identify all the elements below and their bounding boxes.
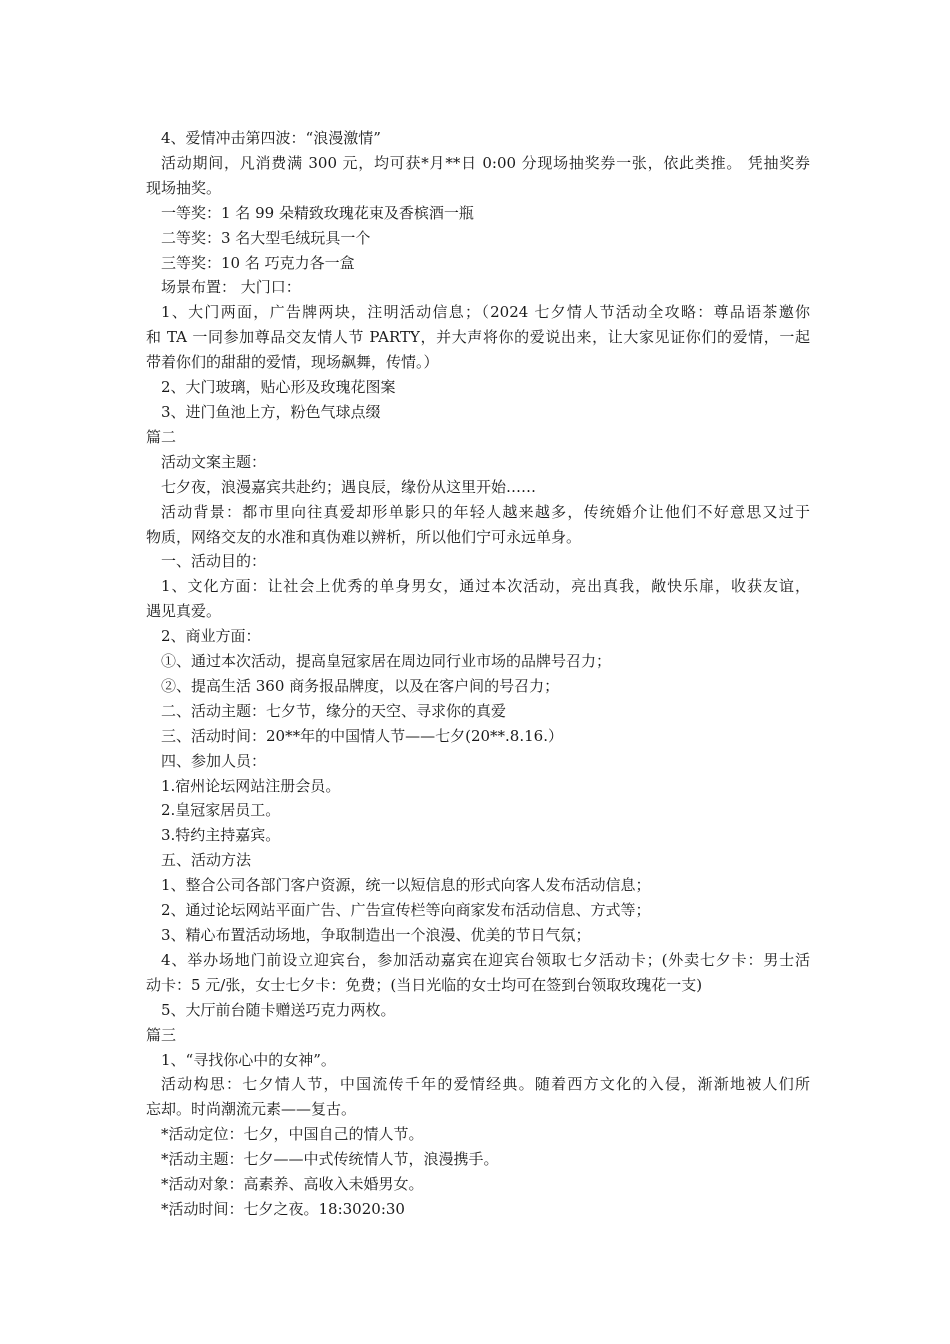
- text-line: *活动定位：七夕，中国自己的情人节。: [161, 1125, 424, 1144]
- text-line: 3、进门鱼池上方，粉色气球点缀: [161, 402, 381, 421]
- text-line: 遇见真爱。: [146, 602, 222, 621]
- text-line: ①、通过本次活动，提高皇冠家居在周边同行业市场的品牌号召力；: [161, 652, 612, 671]
- text-line: 活动背景：都市里向往真爱却形单影只的年轻人越来越多，传统婚介让他们不好意思又过于: [161, 502, 810, 521]
- text-line: 七夕夜，浪漫嘉宾共赴约；遇良辰，缘份从这里开始……: [161, 477, 537, 496]
- text-line: 场景布置： 大门口：: [161, 278, 301, 297]
- text-line: *活动主题：七夕——中式传统情人节，浪漫携手。: [161, 1150, 499, 1169]
- text-line: 活动期间，凡消费满 300 元，均可获*月**日 0:00 分现场抽奖券一张，依此类推。 凭抽奖券: [161, 153, 810, 172]
- text-line: 五、活动方法: [161, 851, 252, 870]
- document-page: [146, 126, 810, 1222]
- text-line: 1、文化方面：让社会上优秀的单身男女，通过本次活动，亮出真我，敞快乐扉，收获友谊，: [161, 577, 810, 596]
- text-line: 现场抽奖。: [146, 178, 222, 197]
- text-line: 2、通过论坛网站平面广告、广告宣传栏等向商家发布活动信息、方式等；: [161, 901, 651, 920]
- text-line: *活动时间：七夕之夜。18:3020:30: [161, 1199, 405, 1218]
- text-line: 1、“寻找你心中的女神”。: [161, 1050, 336, 1069]
- text-line: 5、大厅前台随卡赠送巧克力两枚。: [161, 1000, 396, 1019]
- text-line: 一等奖：1 名 99 朵精致玫瑰花束及香槟酒一瓶: [161, 203, 474, 222]
- text-line: 3.特约主持嘉宾。: [161, 826, 281, 845]
- text-line: 篇二: [146, 427, 177, 446]
- text-line: 2.皇冠家居员工。: [161, 801, 281, 820]
- text-line: 动卡：5 元/张，女士七夕卡：免费；(当日光临的女士均可在签到台领取玫瑰花一支): [146, 975, 703, 994]
- text-line: 1.宿州论坛网站注册会员。: [161, 776, 341, 795]
- text-line: 三等奖：10 名 巧克力各一盒: [161, 253, 355, 272]
- text-line: 和 TA 一同参加尊品交友情人节 PARTY，并大声将你的爱说出来，让大家见证你们的爱情，一起: [146, 328, 810, 347]
- text-line: 2、商业方面：: [161, 627, 261, 646]
- text-line: 物质，网络交友的水准和真伪难以辨析，所以他们宁可永远单身。: [146, 527, 582, 546]
- text-line: 忘却。时尚潮流元素——复古。: [146, 1100, 357, 1119]
- text-line: 活动构思：七夕情人节，中国流传千年的爱情经典。随着西方文化的入侵，渐渐地被人们所: [161, 1075, 810, 1094]
- text-line: 篇三: [146, 1025, 177, 1044]
- text-line: *活动对象：高素养、高收入未婚男女。: [161, 1175, 424, 1194]
- text-line: 3、精心布置活动场地，争取制造出一个浪漫、优美的节日气氛；: [161, 926, 591, 944]
- text-line: 1、整合公司各部门客户资源，统一以短信息的形式向客人发布活动信息；: [161, 876, 651, 895]
- text-line: 2、大门玻璃，贴心形及玫瑰花图案: [161, 378, 396, 397]
- text-line: 1、大门两面，广告牌两块，注明活动信息；（2024 七夕情人节活动全攻略：尊品语茶邀你: [161, 303, 810, 322]
- text-line: 活动文案主题：: [161, 452, 267, 471]
- text-line: 三、活动时间：20**年的中国情人节——七夕(20**.8.16.）: [161, 726, 563, 745]
- text-line: ②、提高生活 360 商务报品牌度，以及在客户间的号召力；: [161, 676, 560, 695]
- text-line: 4、爱情冲击第四波：“浪漫激情”: [161, 129, 381, 147]
- text-line: 带着你们的甜甜的爱情，现场飙舞，传情。）: [146, 353, 439, 372]
- text-line: 二等奖：3 名大型毛绒玩具一个: [161, 228, 371, 247]
- text-line: 四、参加人员：: [161, 751, 267, 770]
- text-line: 4、举办场地门前设立迎宾台，参加活动嘉宾在迎宾台领取七夕活动卡；(外卖七夕卡：男士活: [161, 950, 810, 969]
- text-line: 二、活动主题：七夕节，缘分的天空、寻求你的真爱: [161, 701, 507, 720]
- text-line: 一、活动目的：: [161, 552, 267, 571]
